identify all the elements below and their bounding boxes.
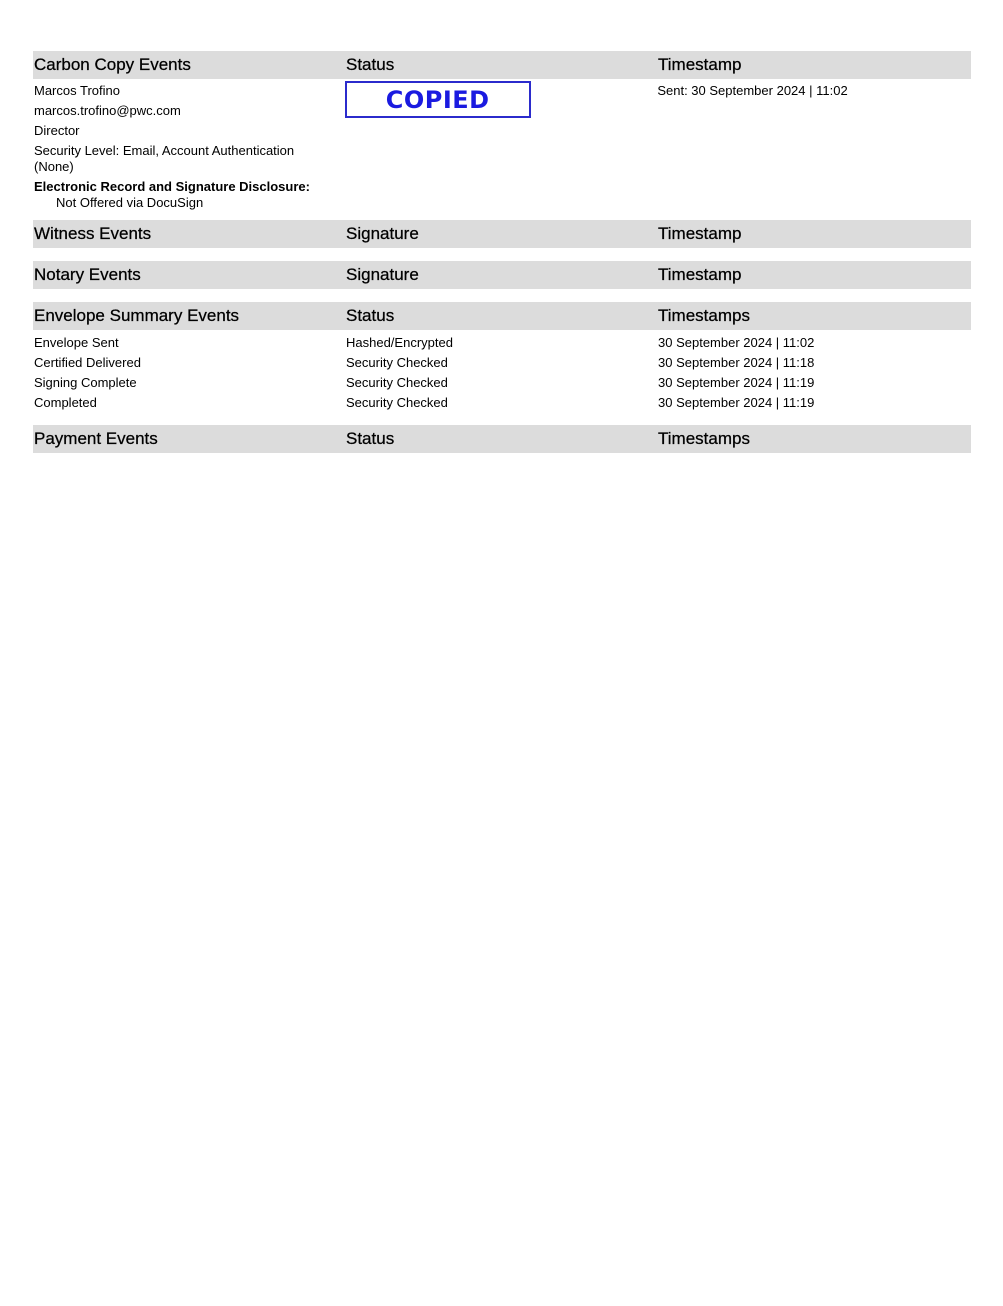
disclosure-label: Electronic Record and Signature Disclosure: [34,179,310,194]
summary-row [33,375,971,395]
payment-events-heading: Payment Events [34,429,158,448]
notary-timestamp-heading: Timestamp [658,265,742,284]
payment-timestamps-heading: Timestamps [658,429,750,448]
security-level: Security Level: Email, Account Authentication (None) [34,143,295,174]
certificate-page [33,51,971,453]
carbon-copy-entry [33,79,971,220]
witness-timestamp-heading: Timestamp [658,224,742,243]
summary-status: Hashed/Encrypted [346,335,453,350]
status-cell [345,83,657,210]
carbon-copy-events-heading: Carbon Copy Events [34,55,191,74]
copied-stamp [345,81,531,118]
summary-status: Security Checked [346,375,448,390]
summary-timestamp: 30 September 2024 | 11:19 [658,375,815,390]
envelope-summary-status-heading: Status [346,306,395,325]
summary-row [33,335,971,355]
notary-signature-heading: Signature [346,265,419,284]
payment-header [33,425,971,453]
summary-status: Security Checked [346,355,448,370]
summary-event: Envelope Sent [34,335,119,350]
copied-stamp-text: COPIED [385,85,490,114]
envelope-summary-timestamps-heading: Timestamps [658,306,750,325]
summary-timestamp: 30 September 2024 | 11:18 [658,355,815,370]
envelope-summary-header [33,302,971,330]
summary-timestamp: 30 September 2024 | 11:19 [658,395,815,410]
envelope-summary-events-heading: Envelope Summary Events [34,306,240,325]
notary-header [33,261,971,289]
summary-timestamp: 30 September 2024 | 11:02 [658,335,815,350]
summary-event: Signing Complete [34,375,137,390]
recipient-title: Director [34,123,80,138]
summary-row [33,355,971,375]
sent-timestamp: Sent: 30 September 2024 | 11:02 [657,83,848,98]
recipient-name: Marcos Trofino [34,83,120,98]
recipient-details [33,83,345,210]
carbon-copy-status-heading: Status [346,55,395,74]
notary-events-heading: Notary Events [34,265,141,284]
recipient-email: marcos.trofino@pwc.com [34,103,181,118]
summary-row [33,395,971,415]
carbon-copy-timestamp-heading: Timestamp [658,55,742,74]
witness-header [33,220,971,248]
summary-event: Certified Delivered [34,355,141,370]
envelope-summary-rows [33,330,971,425]
witness-events-heading: Witness Events [34,224,152,243]
witness-signature-heading: Signature [346,224,419,243]
summary-event: Completed [34,395,97,410]
disclosure-value: Not Offered via DocuSign [56,195,204,210]
carbon-copy-header [33,51,971,79]
payment-status-heading: Status [346,429,395,448]
summary-status: Security Checked [346,395,448,410]
